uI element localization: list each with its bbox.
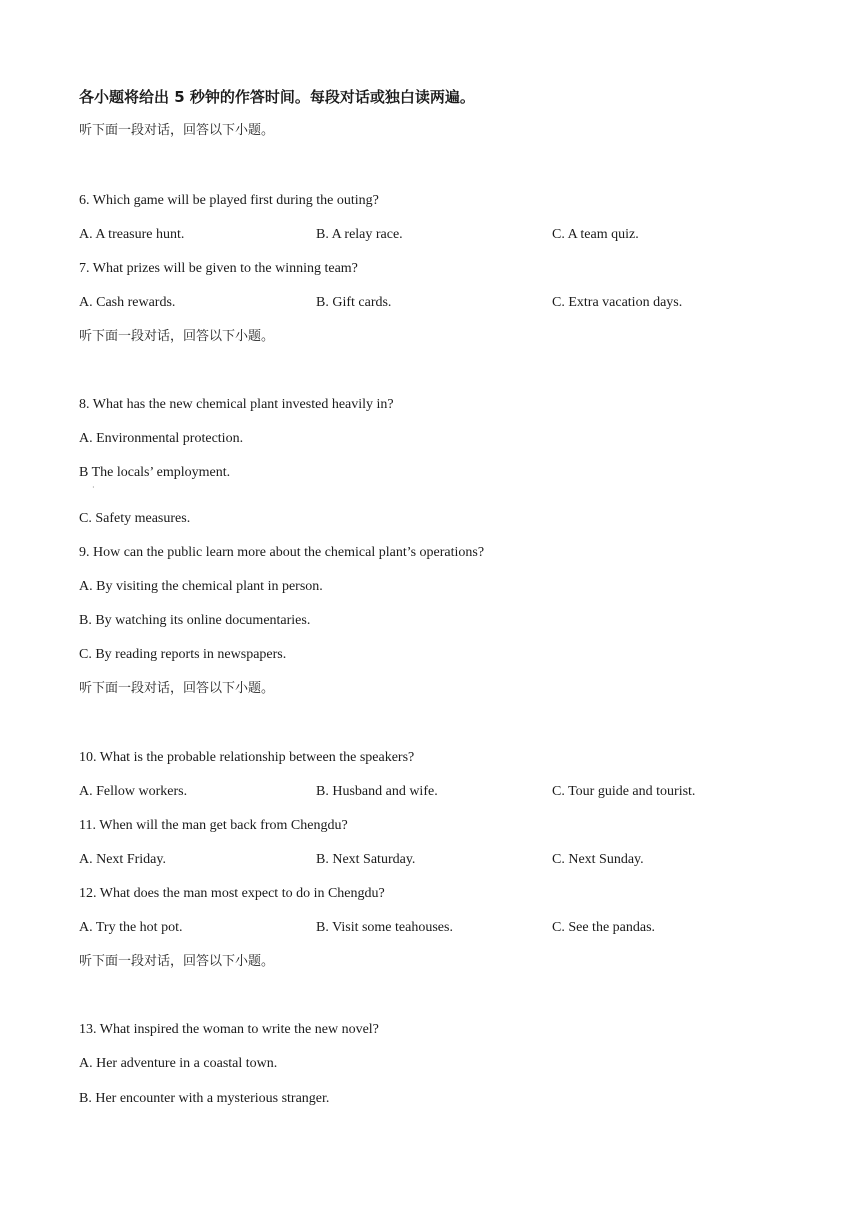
option-6c: C. A team quiz. — [552, 227, 639, 242]
option-7b: B. Gift cards. — [316, 295, 392, 310]
question-12: 12. What does the man most expect to do in Chengdu? — [79, 886, 385, 901]
question-9: 9. How can the public learn more about the chemical plant’s operations? — [79, 545, 485, 560]
question-13: 13. What inspired the woman to write the new novel? — [79, 1022, 379, 1037]
option-10c: C. Tour guide and tourist. — [552, 784, 696, 799]
question-6-options — [0, 226, 868, 244]
stray-dot: · — [92, 483, 95, 492]
option-13a: A. Her adventure in a coastal town. — [79, 1056, 278, 1071]
option-8a: A. Environmental protection. — [79, 431, 244, 446]
listen-prompt: 听下面一段对话，回答以下小题。 — [79, 123, 275, 138]
question-11-options — [0, 851, 868, 869]
question-6: 6. Which game will be played first during the outing? — [79, 193, 379, 208]
option-10b: B. Husband and wife. — [316, 784, 438, 799]
option-8b: B The locals’ employment. — [79, 465, 231, 480]
option-6b: B. A relay race. — [316, 227, 403, 242]
option-9c: C. By reading reports in newspapers. — [79, 647, 287, 662]
option-9a: A. By visiting the chemical plant in person. — [79, 579, 323, 594]
question-10: 10. What is the probable relationship between the speakers? — [79, 750, 415, 765]
option-8c: C. Safety measures. — [79, 511, 191, 526]
option-11c: C. Next Sunday. — [552, 852, 644, 867]
option-11a: A. Next Friday. — [79, 852, 166, 867]
listen-prompt: 听下面一段对话，回答以下小题。 — [79, 954, 275, 969]
option-12c: C. See the pandas. — [552, 920, 656, 935]
option-7c: C. Extra vacation days. — [552, 295, 683, 310]
option-9b: B. By watching its online documentaries. — [79, 613, 311, 628]
option-11b: B. Next Saturday. — [316, 852, 416, 867]
question-11: 11. When will the man get back from Chengdu? — [79, 818, 348, 833]
listen-prompt: 听下面一段对话，回答以下小题。 — [79, 329, 275, 344]
question-12-options — [0, 919, 868, 937]
listen-prompt: 听下面一段对话，回答以下小题。 — [79, 681, 275, 696]
section-heading: 各小题将给出 5 秒钟的作答时间。每段对话或独白读两遍。 — [79, 88, 475, 106]
question-7: 7. What prizes will be given to the winning team? — [79, 261, 358, 276]
question-10-options — [0, 783, 868, 801]
option-12b: B. Visit some teahouses. — [316, 920, 453, 935]
question-7-options — [0, 294, 868, 312]
option-13b: B. Her encounter with a mysterious stranger. — [79, 1091, 330, 1106]
option-12a: A. Try the hot pot. — [79, 920, 183, 935]
question-8: 8. What has the new chemical plant invested heavily in? — [79, 397, 394, 412]
option-6a: A. A treasure hunt. — [79, 227, 185, 242]
option-7a: A. Cash rewards. — [79, 295, 176, 310]
option-10a: A. Fellow workers. — [79, 784, 188, 799]
